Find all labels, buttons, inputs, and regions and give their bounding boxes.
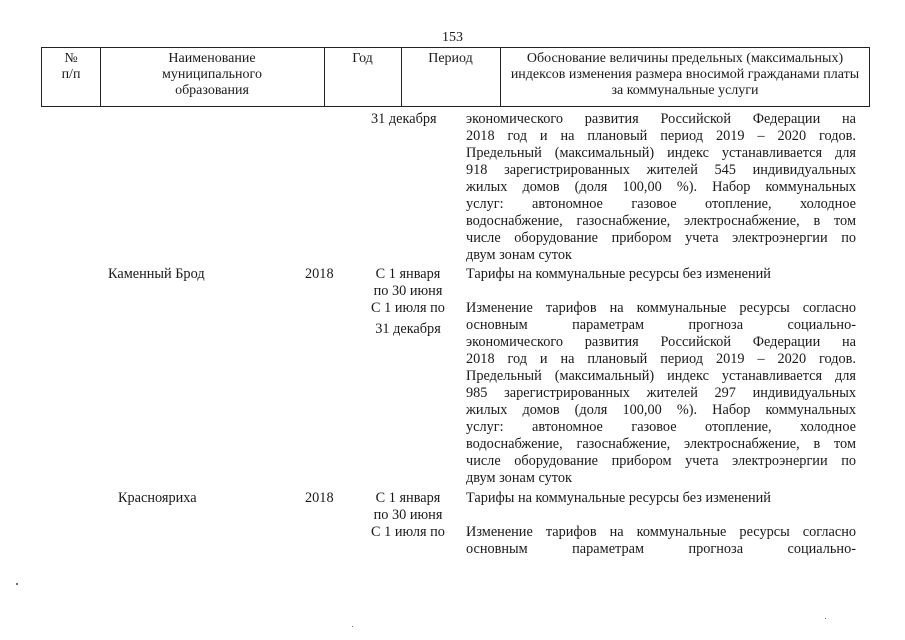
- basis-line: экономического развития Российской Федерации на: [466, 111, 856, 127]
- basis-line: числе оборудование прибором учета электроэнергии по: [466, 453, 856, 469]
- basis-line: Изменение тарифов на коммунальные ресурсы согласно: [466, 300, 856, 316]
- municipality-name: Краснояриха: [118, 490, 197, 506]
- year-cell: 2018: [305, 490, 334, 506]
- header-col-municipality-line: Наименование: [168, 51, 256, 66]
- period-cell: [362, 266, 454, 300]
- basis-line: Предельный (максимальный) индекс устанавливается для: [466, 145, 856, 161]
- period-line: 31 декабря: [375, 321, 441, 337]
- period-cell: [362, 490, 454, 524]
- header-col-period: Период: [428, 51, 473, 66]
- basis-cell: Тарифы на коммунальные ресурсы без изменений: [466, 490, 771, 506]
- scan-speck: [16, 583, 18, 585]
- basis-cell: [466, 300, 856, 487]
- period-line: С 1 января: [375, 266, 441, 282]
- header-col-year: Год: [352, 51, 373, 66]
- period-cell: 31 декабря: [371, 111, 437, 127]
- basis-line: жилых домов (доля 100,00 %). Набор коммунальных: [466, 179, 856, 195]
- header-col-basis-line: Обоснование величины предельных (максимальных): [526, 51, 844, 66]
- period-line: С 1 июля по: [371, 524, 445, 540]
- period-line: по 30 июня: [373, 507, 443, 523]
- scan-speck: [352, 626, 353, 627]
- basis-line: Изменение тарифов на коммунальные ресурсы согласно: [466, 524, 856, 540]
- basis-line: услуг: автономное газовое отопление, холодное: [466, 196, 856, 212]
- basis-line: 2018 год и на плановый период 2019 – 2020 годов.: [466, 351, 856, 367]
- period-cell: [362, 300, 454, 338]
- page-number: 153: [442, 30, 463, 45]
- basis-line: услуг: автономное газовое отопление, холодное: [466, 419, 856, 435]
- basis-line: числе оборудование прибором учета электроэнергии по: [466, 230, 856, 246]
- basis-line: основным параметрам прогноза социально-: [466, 541, 856, 557]
- year-cell: 2018: [305, 266, 334, 282]
- basis-line: двум зонам суток: [466, 247, 572, 263]
- basis-cell: [466, 111, 856, 264]
- header-col-basis-line: индексов изменения размера вносимой гражданами платы: [510, 67, 860, 82]
- basis-line: 918 зарегистрированных жителей 545 индивидуальных: [466, 162, 856, 178]
- basis-line: водоснабжение, газоснабжение, электроснабжение, в том: [466, 213, 856, 229]
- basis-line: 2018 год и на плановый период 2019 – 2020 годов.: [466, 128, 856, 144]
- basis-cell: [466, 524, 856, 558]
- header-col-number-line: п/п: [61, 67, 81, 82]
- municipality-name: Каменный Брод: [108, 266, 205, 282]
- basis-line: жилых домов (доля 100,00 %). Набор коммунальных: [466, 402, 856, 418]
- period-line: С 1 июля по: [371, 300, 445, 316]
- header-col-municipality: [100, 48, 324, 106]
- header-col-municipality-line: муниципального: [162, 67, 262, 82]
- table-header: [41, 47, 870, 107]
- basis-line: Предельный (максимальный) индекс устанавливается для: [466, 368, 856, 384]
- basis-cell: Тарифы на коммунальные ресурсы без изменений: [466, 266, 771, 282]
- period-line: по 30 июня: [373, 283, 443, 299]
- header-col-number-line: №: [64, 51, 78, 66]
- scan-speck: [825, 618, 826, 619]
- basis-line: водоснабжение, газоснабжение, электроснабжение, в том: [466, 436, 856, 452]
- basis-line: двум зонам суток: [466, 470, 572, 486]
- header-col-basis: [500, 48, 870, 106]
- header-col-municipality-line: образования: [175, 83, 249, 98]
- period-line: С 1 января: [375, 490, 441, 506]
- header-col-basis-line: за коммунальные услуги: [611, 83, 759, 98]
- basis-line: основным параметрам прогноза социально-: [466, 317, 856, 333]
- basis-line: 985 зарегистрированных жителей 297 индивидуальных: [466, 385, 856, 401]
- period-cell: [362, 524, 454, 541]
- header-col-number: [42, 48, 100, 106]
- basis-line: экономического развития Российской Федерации на: [466, 334, 856, 350]
